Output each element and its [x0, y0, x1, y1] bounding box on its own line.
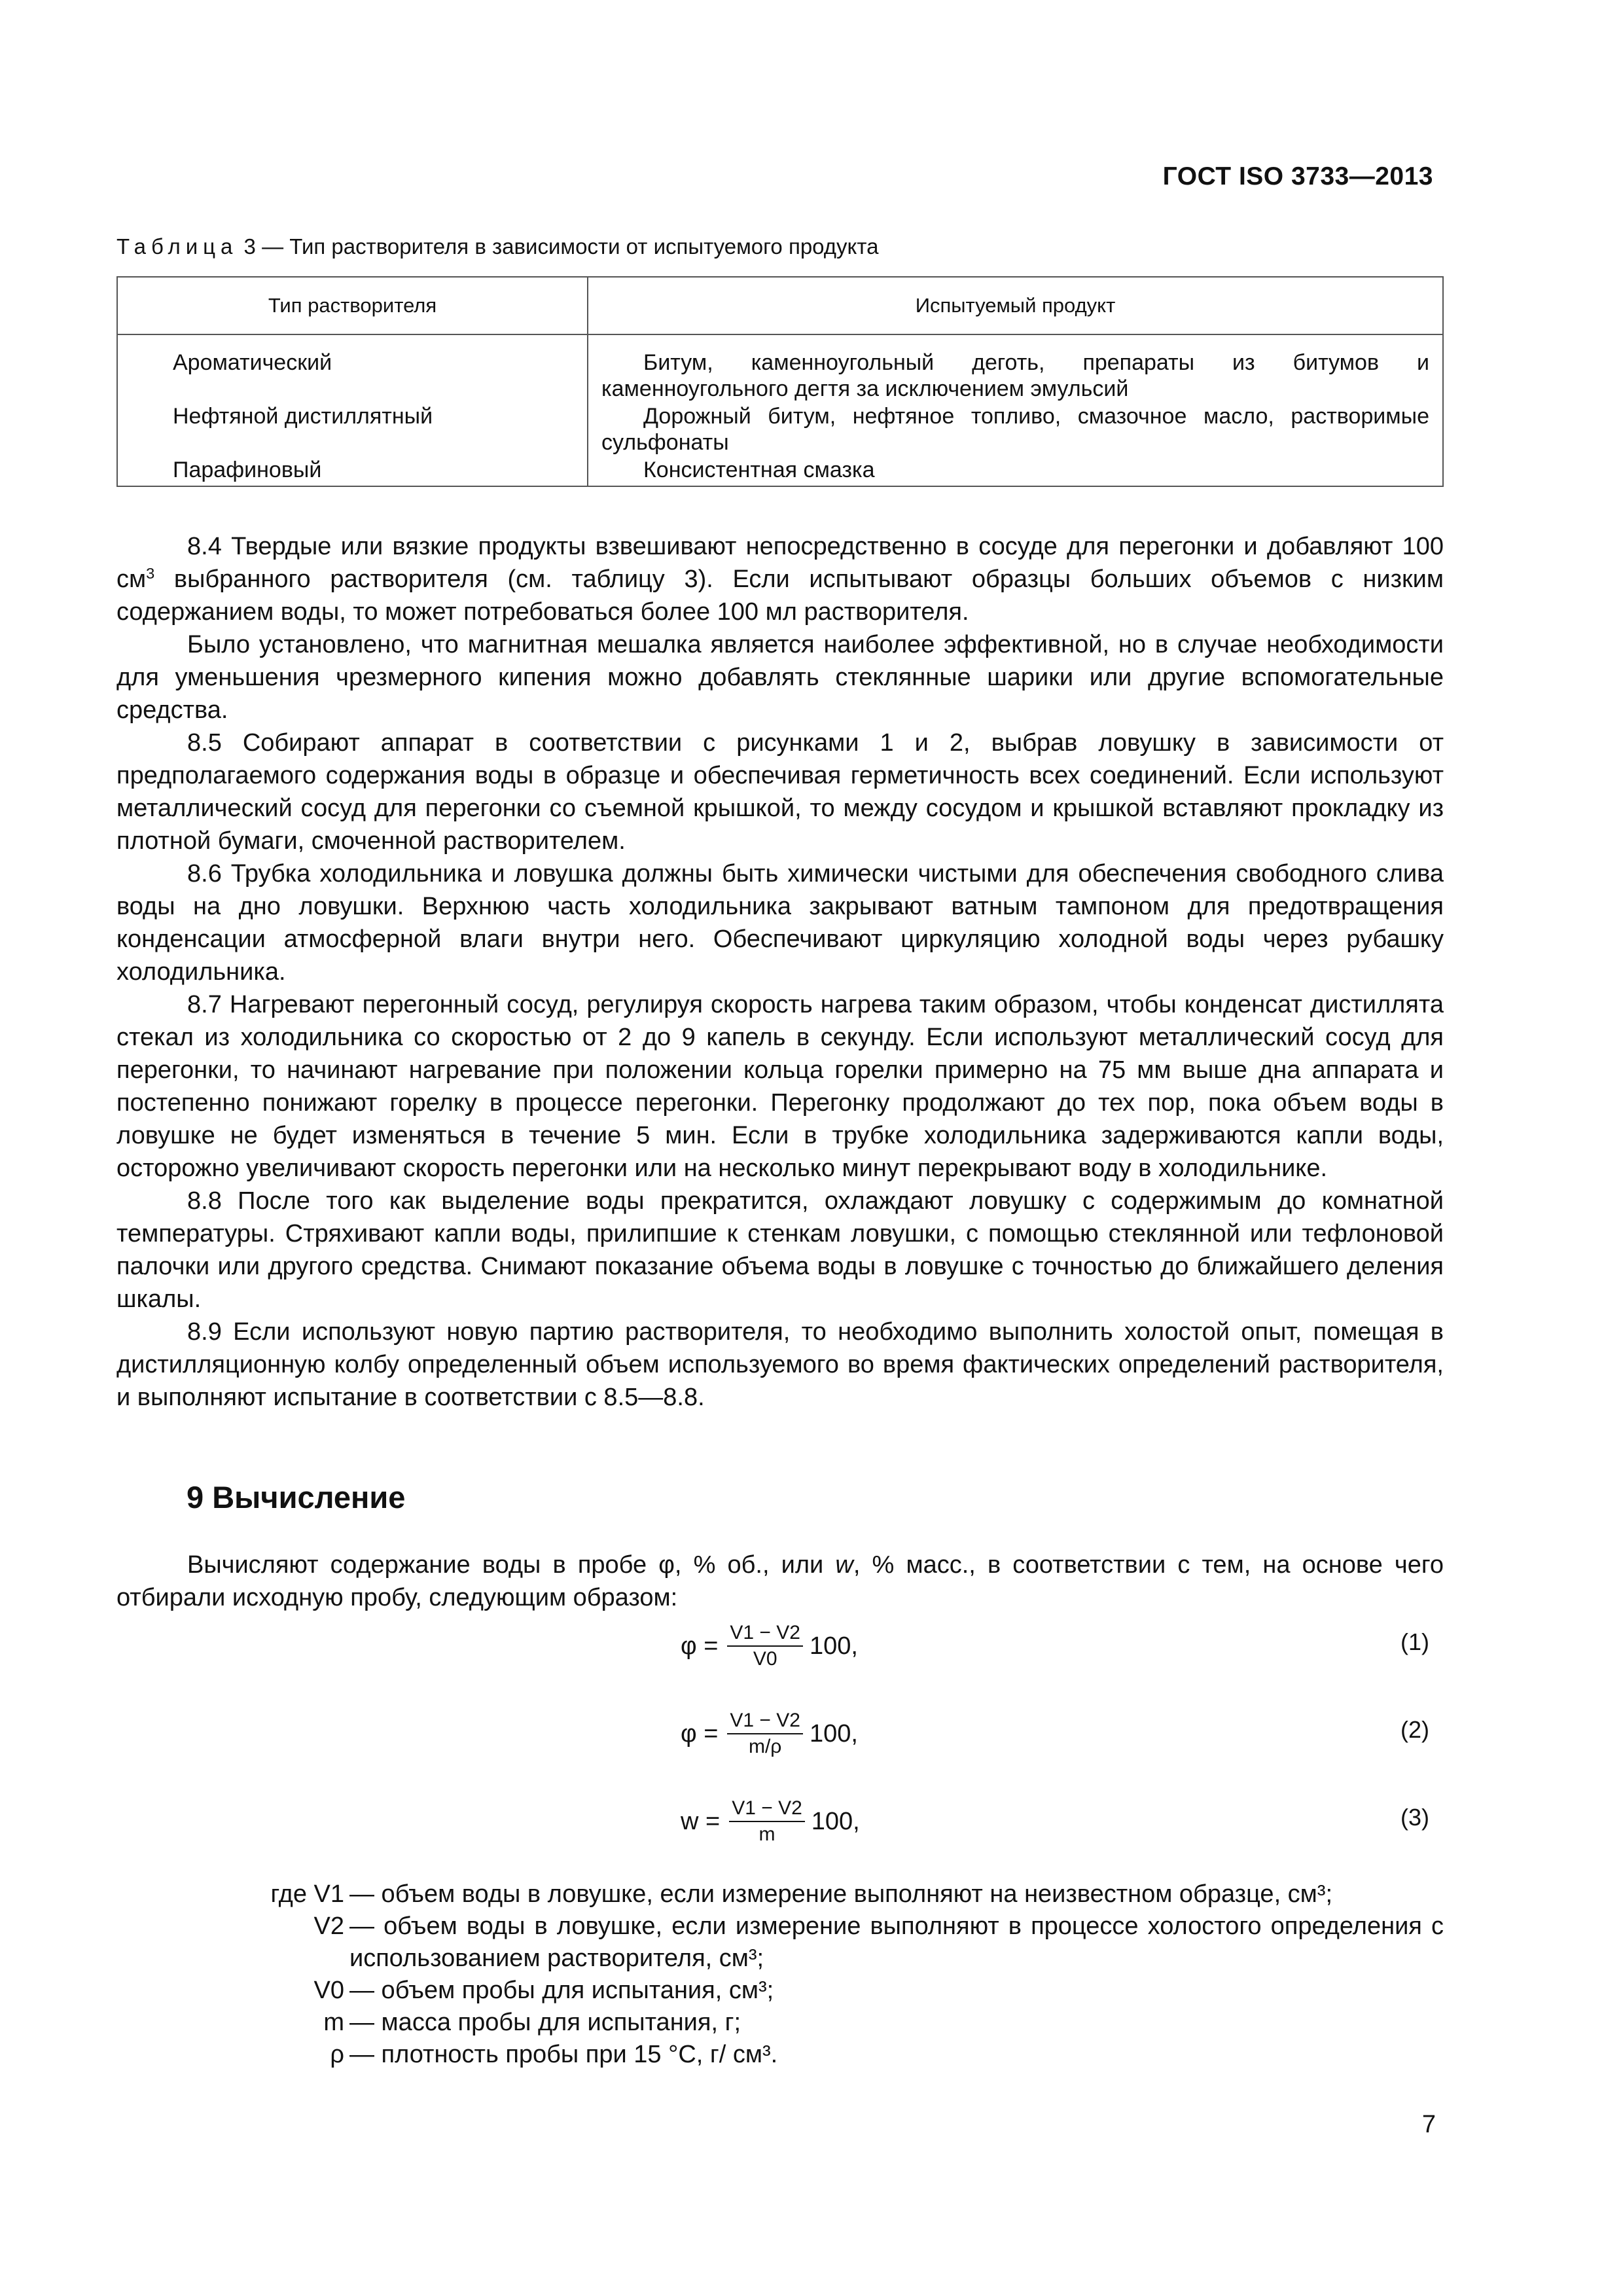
equation-number: (1): [1400, 1628, 1429, 1655]
table-caption: [116, 234, 878, 259]
definition-text: — объем воды в ловушке, если измерение выполняют на неизвестном образце, см³;: [349, 1880, 1333, 1908]
definition-symbol: ρ: [330, 2041, 344, 2068]
equation-rhs: 100,: [809, 1719, 858, 1748]
definition-symbol: V2: [313, 1912, 344, 1940]
equation-lhs: w =: [681, 1807, 721, 1835]
paragraph-text: выбранного растворителя (см. таблицу 3). Если испытывают образцы больших объемов с низким содержанием воды, то может потребоваться более 100 мл растворителя.: [116, 565, 1444, 626]
standard-header: ГОСТ ISO 3733—2013: [1162, 162, 1433, 190]
equation-number: (2): [1400, 1716, 1429, 1743]
intro-paragraph: [116, 1549, 1444, 1614]
paragraph-8-4-note: Было установлено, что магнитная мешалка является наиболее эффективной, но в случае необходимости для уменьшения чрезмерного кипения можно добавлять стеклянные шарики или другие вспомогательные средства.: [116, 631, 1444, 724]
equation-3: [681, 1796, 860, 1847]
solvent-table: [116, 276, 1444, 487]
intro-text: , % масс., в соответствии с тем, на основе чего отбирали исходную пробу, следующим образом:: [116, 1551, 1444, 1611]
equation-number: (3): [1400, 1804, 1429, 1831]
definition-text: — объем воды в ловушке, если измерение выполняют в процессе холостого определения с использованием растворителя, см³;: [349, 1912, 1444, 1972]
equation-fraction: [727, 1708, 803, 1759]
equation-rhs: 100,: [809, 1632, 858, 1660]
procedure-text: [116, 530, 1444, 1414]
paragraph-8-9: 8.9 Если используют новую партию растворителя, то необходимо выполнить холостой опыт, помещая в дистилляционную колбу определенный объем используемого во время фактических определений растворителя, и выполняют испытание в соответствии с 8.5—8.8.: [116, 1318, 1444, 1411]
fraction-denominator: V0: [753, 1648, 777, 1670]
table-cell: Парафиновый: [117, 456, 588, 486]
table-row: [117, 456, 1443, 486]
equation-lhs: φ =: [681, 1719, 719, 1748]
calculation-intro: [116, 1549, 1444, 1614]
symbol-w: w: [835, 1551, 853, 1579]
table-cell: Битум, каменноугольный деготь, препараты из битумов и каменноугольного дегтя за исключением эмульсий: [588, 334, 1443, 403]
equation-fraction: [729, 1796, 805, 1847]
table-header-row: [117, 277, 1443, 334]
paragraph-8-8: 8.8 После того как выделение воды прекратится, охлаждают ловушку с содержимым до комнатной температуры. Стряхивают капли воды, прилипшие к стенкам ловушки, с помощью стеклянной или тефлоновой палочки или другого средства. Снимают показание объема воды в ловушке с точностью до ближайшего деления шкалы.: [116, 1187, 1444, 1313]
equation-1: [681, 1621, 858, 1672]
definition-row: [116, 2007, 1444, 2039]
symbol-definitions: [116, 1878, 1444, 2071]
definition-symbol: V0: [313, 1977, 344, 2004]
definition-symbol: m: [323, 2009, 344, 2036]
fraction-denominator: m/ρ: [748, 1736, 782, 1757]
table-cell: Консистентная смазка: [588, 456, 1443, 486]
definition-symbol: где V1: [270, 1880, 344, 1908]
paragraph-8-6: 8.6 Трубка холодильника и ловушка должны быть химически чистыми для обеспечения свободного слива воды на дно ловушки. Верхнюю часть холодильника закрывают ватным тампоном для предотвращения конденсации атмосферной влаги внутри него. Обеспечивают циркуляцию холодной воды через рубашку холодильника.: [116, 860, 1444, 986]
fraction-numerator: V1 − V2: [727, 1708, 803, 1734]
definition-row: [116, 1975, 1444, 2007]
definition-row: [116, 1878, 1444, 1910]
definition-text: — объем пробы для испытания, см³;: [349, 1977, 774, 2004]
paragraph-8-7: 8.7 Нагревают перегонный сосуд, регулируя скорость нагрева таким образом, чтобы конденсат дистиллята стекал из холодильника со скоростью от 2 до 9 капель в секунду. Если используют металлический сосуд для перегонки, то начинают нагревание при положении кольца горелки примерно на 75 мм выше дна аппарата и постепенно понижают горелку в процессе перегонки. Перегонку продолжают до тех пор, пока объем воды в ловушке не будет изменяться в течение 5 мин. Если в трубке холодильника задерживаются капли воды, осторожно увеличивают скорость перегонки или на несколько минут перекрывают воду в холодильнике.: [116, 991, 1444, 1182]
fraction-numerator: V1 − V2: [729, 1796, 805, 1822]
intro-text: Вычисляют содержание воды в пробе φ, % об., или: [187, 1551, 836, 1579]
table-cell: Ароматический: [117, 334, 588, 403]
table-row: [117, 334, 1443, 403]
section-heading: 9 Вычисление: [187, 1480, 406, 1515]
definition-text: — масса пробы для испытания, г;: [349, 2009, 741, 2036]
column-header: Тип растворителя: [117, 277, 588, 334]
page-number: 7: [1421, 2111, 1436, 2138]
equation-rhs: 100,: [811, 1807, 860, 1835]
definition-text: — плотность пробы при 15 °С, г/ см³.: [349, 2041, 778, 2068]
paragraph-text: 8.4 Твердые или вязкие продукты взвешивают непосредственно в сосуде для перегонки и добавляют 100 см: [116, 533, 1444, 593]
equation-lhs: φ =: [681, 1632, 719, 1660]
column-header: Испытуемый продукт: [588, 277, 1443, 334]
equation-fraction: [727, 1621, 803, 1672]
fraction-numerator: V1 − V2: [727, 1621, 803, 1647]
definition-row: [116, 1910, 1444, 1975]
table-caption-text: 3 — Тип растворителя в зависимости от испытуемого продукта: [238, 234, 879, 259]
table-row: [117, 403, 1443, 456]
fraction-denominator: m: [758, 1823, 776, 1845]
definition-row: [116, 2039, 1444, 2071]
paragraph-8-5: 8.5 Собирают аппарат в соответствии с рисунками 1 и 2, выбрав ловушку в зависимости от предполагаемого содержания воды в образце и обеспечивая герметичность всех соединений. Если используют металлический сосуд для перегонки со съемной крышкой, то между сосудом и крышкой вставляют прокладку из плотной бумаги, смоченной растворителем.: [116, 729, 1444, 855]
table-caption-prefix: Таблица: [116, 234, 238, 259]
table-cell: Дорожный битум, нефтяное топливо, смазочное масло, растворимые сульфонаты: [588, 403, 1443, 456]
superscript: 3: [146, 565, 155, 583]
equation-2: [681, 1708, 858, 1759]
table-cell: Нефтяной дистиллятный: [117, 403, 588, 456]
paragraph-8-4: [116, 530, 1444, 628]
